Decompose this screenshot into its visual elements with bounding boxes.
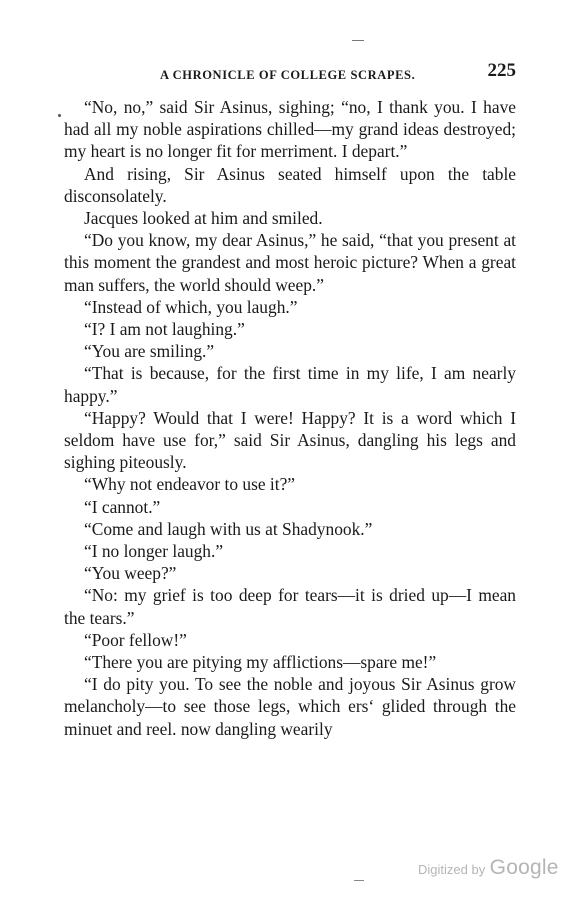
paragraph: “Poor fellow!” bbox=[84, 629, 187, 650]
paragraph: And rising, Sir Asinus seated himself upon the table disconsolately. bbox=[64, 163, 516, 206]
paragraph: “That is because, for the first time in my life, I am nearly happy.” bbox=[64, 363, 516, 406]
paragraph: “I? I am not laughing.” bbox=[84, 319, 245, 340]
paragraph: “I no longer laugh.” bbox=[84, 541, 224, 562]
running-title: A CHRONICLE OF COLLEGE SCRAPES. bbox=[160, 68, 416, 82]
paragraph: “You weep?” bbox=[84, 563, 177, 584]
scan-mark-top bbox=[352, 40, 364, 41]
watermark-brand: Google bbox=[489, 856, 559, 879]
ink-speck bbox=[58, 114, 61, 117]
paragraph: “You are smiling.” bbox=[84, 341, 215, 362]
paragraph: Jacques looked at him and smiled. bbox=[84, 208, 323, 229]
paragraph: “Do you know, my dear Asinus,” he said, “that you present at this moment the grandest and most heroic picture? When a great man suffers, the world should weep.” bbox=[64, 230, 516, 295]
paragraph: “I cannot.” bbox=[84, 496, 161, 517]
running-head bbox=[64, 60, 516, 88]
paragraph: “Why not endeavor to use it?” bbox=[84, 474, 296, 495]
paragraph: “I do pity you. To see the noble and joyous Sir Asinus grow melancholy—to see those legs, which ers‘ glided through the minuet and reel. now dangling wearily bbox=[64, 674, 516, 739]
scan-mark-bottom bbox=[354, 880, 364, 881]
watermark-prefix: Digitized by bbox=[418, 862, 486, 877]
paragraph: “There you are pitying my afflictions—spare me!” bbox=[84, 652, 437, 673]
page-number: 225 bbox=[487, 60, 516, 81]
paragraph: “Come and laugh with us at Shadynook.” bbox=[84, 518, 373, 539]
paragraph: “No: my grief is too deep for tears—it is dried up—I mean the tears.” bbox=[64, 585, 516, 628]
paragraph: “No, no,” said Sir Asinus, sighing; “no, I thank you. I have had all my noble aspirations chilled—my grand ideas destroyed; my heart is no longer fit for merriment. I depart.” bbox=[64, 97, 516, 162]
digitized-watermark bbox=[418, 856, 559, 880]
paragraph: “Happy? Would that I were! Happy? It is a word which I seldom have use for,” said Sir Asinus, dangling his legs and sighing piteously. bbox=[64, 407, 516, 473]
paragraph: “Instead of which, you laugh.” bbox=[84, 296, 298, 317]
body-text bbox=[64, 96, 516, 740]
